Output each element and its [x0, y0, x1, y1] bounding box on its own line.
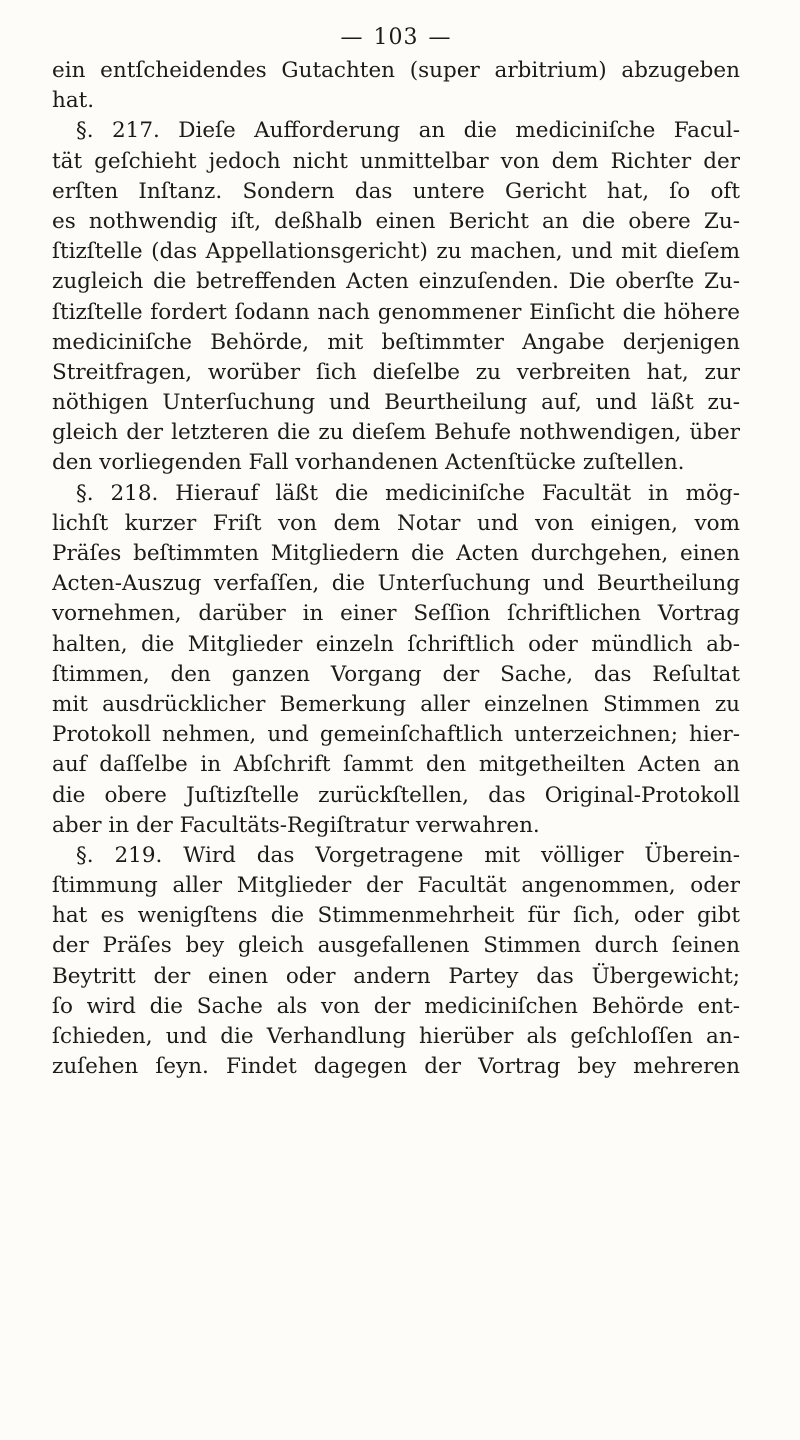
header-dash-left: — — [340, 25, 364, 50]
text-line: mediciniſche Behörde, mit beſtimmter Angabe derjenigen — [52, 329, 740, 355]
text-line: Beytritt der einen oder andern Partey das Übergewicht; — [52, 963, 740, 989]
text-line: ſchieden, und die Verhandlung hierüber als geſchloſſen an- — [52, 1024, 740, 1049]
text-line: aber in der Facultäts-Regiſtratur verwahren. — [52, 812, 540, 838]
text-line: ein entſcheidendes Gutachten (super arbitrium) abzugeben — [52, 58, 740, 83]
text-line: ſtizſtelle fordert ſodann nach genommener Einſicht die höhere — [52, 299, 740, 325]
text-line: §. 219. Wird das Vorgetragene mit völliger Überein- — [76, 842, 740, 868]
text-line: Präſes beſtimmten Mitgliedern die Acten durchgehen, einen — [52, 541, 740, 566]
text-line: §. 217. Dieſe Aufforderung an die mediciniſche Facul- — [76, 118, 740, 144]
text-line: ſtimmung aller Mitglieder der Facultät angenommen, oder — [52, 873, 740, 899]
page-number: 103 — [373, 25, 419, 50]
text-line: ſtimmen, den ganzen Vorgang der Sache, das Reſultat — [52, 661, 740, 687]
page-header — [52, 0, 740, 50]
text-line: gleich der letzteren die zu dieſem Behufe nothwendigen, über — [52, 420, 740, 446]
text-line: lichſt kurzer Friſt von dem Notar und von einigen, vom — [52, 510, 740, 536]
text-line: nöthigen Unterſuchung und Beurtheilung auf, und läßt zu- — [52, 390, 740, 416]
text-line: zuſehen ſeyn. Findet dagegen der Vortrag bey mehreren — [52, 1054, 740, 1080]
text-line: hat es wenigſtens die Stimmenmehrheit für ſich, oder gibt — [52, 903, 740, 929]
text-line: ſtizſtelle (das Appellationsgericht) zu machen, und mit dieſem — [52, 239, 740, 265]
header-dash-right: — — [428, 25, 452, 50]
text-line: die obere Juſtizſtelle zurückſtellen, das Original-Protokoll — [52, 782, 740, 808]
text-line: Protokoll nehmen, und gemeinſchaftlich unterzeichnen; hier- — [52, 722, 740, 748]
text-line: §. 218. Hierauf läßt die mediciniſche Facultät in mög- — [76, 480, 740, 506]
text-line: Streitfragen, worüber ſich dieſelbe zu verbreiten hat, zur — [52, 359, 740, 385]
text-line: zugleich die betreffenden Acten einzuſenden. Die oberſte Zu- — [52, 269, 740, 295]
text-line: es nothwendig iſt, deßhalb einen Bericht an die obere Zu- — [52, 208, 740, 234]
text-line: der Präſes bey gleich ausgefallenen Stimmen durch ſeinen — [52, 933, 740, 959]
text-line: vornehmen, darüber in einer Seſſion ſchriftlichen Vortrag — [52, 601, 740, 627]
text-line: hat. — [52, 88, 95, 114]
text-line: Acten-Auszug verfaſſen, die Unterſuchung und Beurtheilung — [52, 571, 740, 597]
text-line: halten, die Mitglieder einzeln ſchriftlich oder mündlich ab- — [52, 631, 740, 657]
text-line: auf daſſelbe in Abſchrift ſammt den mitgetheilten Acten an — [52, 752, 740, 778]
text-line: mit ausdrücklicher Bemerkung aller einzelnen Stimmen zu — [52, 691, 740, 717]
text-line: ſo wird die Sache als von der mediciniſchen Behörde ent- — [52, 993, 740, 1019]
text-line: tät geſchieht jedoch nicht unmittelbar von dem Richter der — [52, 148, 740, 174]
text-line: erſten Inſtanz. Sondern das untere Gericht hat, ſo oft — [52, 178, 740, 204]
body-text — [52, 56, 740, 1082]
text-line: den vorliegenden Fall vorhandenen Actenſtücke zuſtellen. — [52, 450, 685, 476]
